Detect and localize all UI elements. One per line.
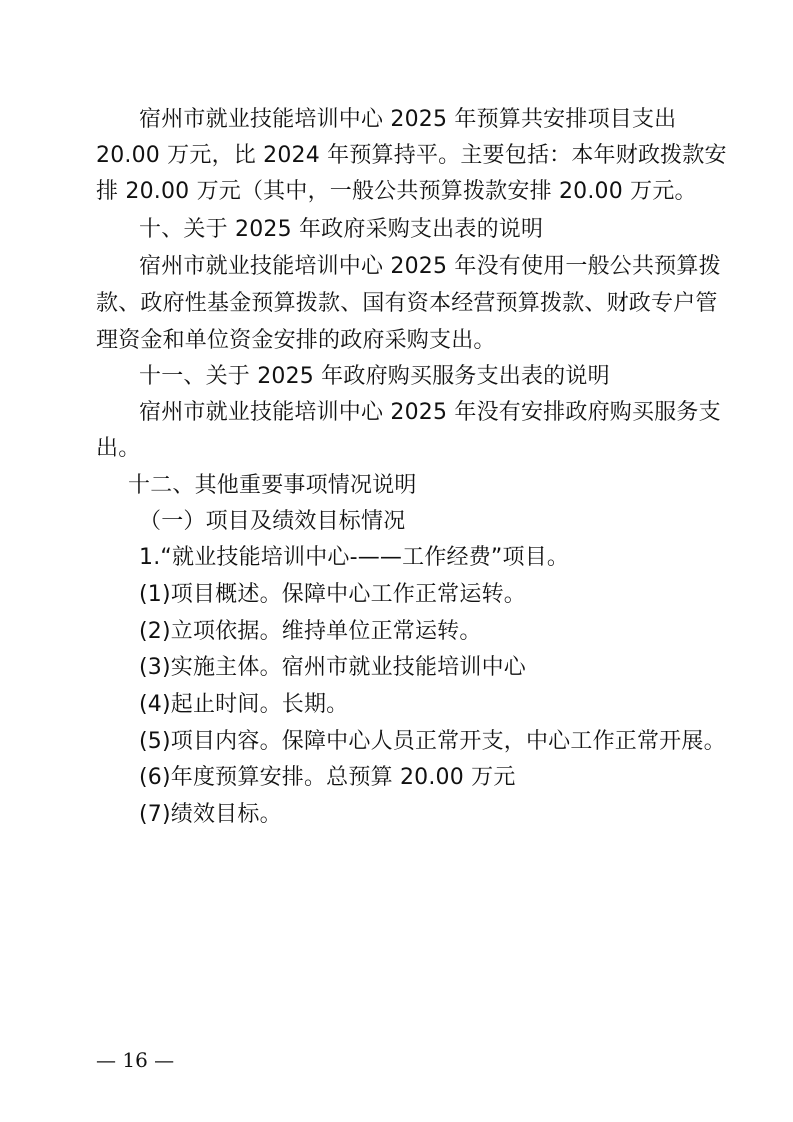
list-item: (5)项目内容。保障中心人员正常开支，中心工作正常开展。: [139, 729, 726, 754]
paragraph-line: 出。: [96, 436, 141, 461]
page-number: — 16 —: [96, 1048, 175, 1072]
list-item: (1)项目概述。保障中心工作正常运转。: [139, 582, 526, 607]
paragraph-line: 款、政府性基金预算拨款、国有资本经营预算拨款、财政专户管: [96, 291, 718, 316]
paragraph-line: 理资金和单位资金安排的政府采购支出。: [96, 328, 496, 353]
list-item: (4)起止时间。长期。: [139, 692, 349, 717]
paragraph-line: 宿州市就业技能培训中心 2025 年没有安排政府购买服务支: [139, 400, 721, 425]
paragraph-line: 20.00 万元，比 2024 年预算持平。主要包括：本年财政拨款安: [96, 143, 727, 168]
list-item: (7)绩效目标。: [139, 802, 282, 827]
section-heading: 十、关于 2025 年政府采购支出表的说明: [139, 217, 544, 242]
paragraph-line: 宿州市就业技能培训中心 2025 年预算共安排项目支出: [139, 107, 677, 132]
section-heading: 十一、关于 2025 年政府购买服务支出表的说明: [139, 364, 610, 389]
list-item: (2)立项依据。维持单位正常运转。: [139, 619, 482, 644]
paragraph-line: 排 20.00 万元（其中，一般公共预算拨款安排 20.00 万元。: [96, 179, 697, 204]
list-item: 1.“就业技能培训中心-——工作经费”项目。: [139, 545, 570, 570]
paragraph-line: 宿州市就业技能培训中心 2025 年没有使用一般公共预算拨: [139, 254, 721, 279]
subsection-heading: （一）项目及绩效目标情况: [139, 509, 406, 534]
list-item: (6)年度预算安排。总预算 20.00 万元: [139, 765, 516, 790]
list-item: (3)实施主体。宿州市就业技能培训中心: [139, 655, 526, 680]
section-heading: 十二、其他重要事项情况说明: [128, 473, 417, 498]
